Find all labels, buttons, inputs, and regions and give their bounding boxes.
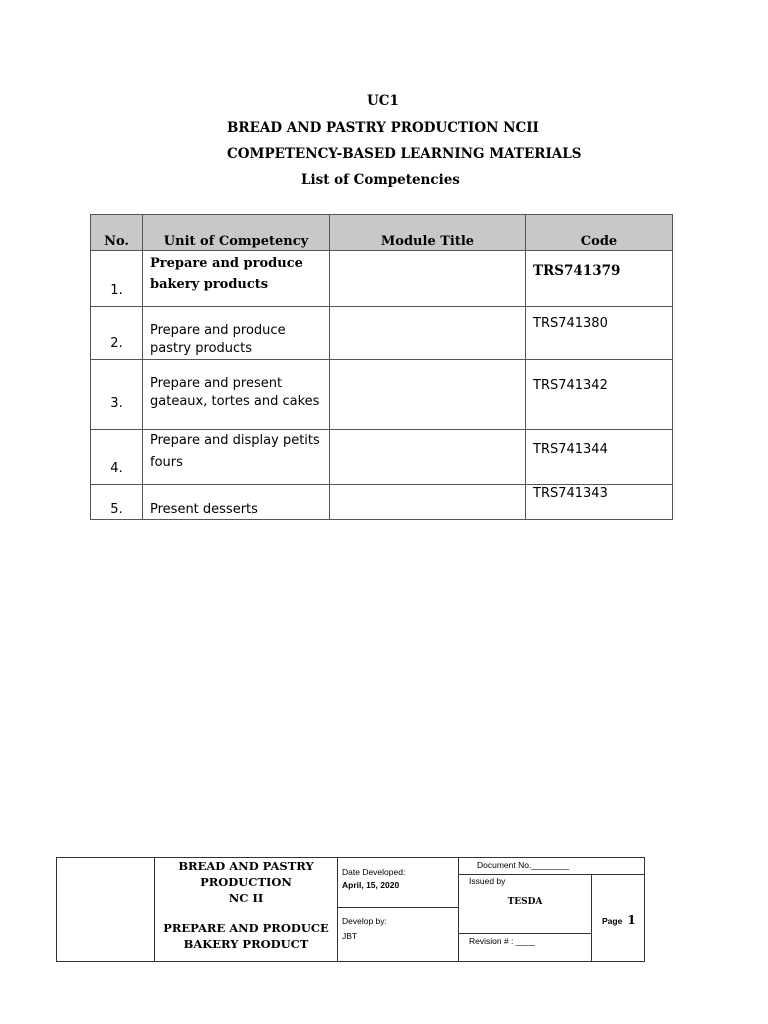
table-row (91, 251, 673, 307)
unit-of-competency: Prepare and produce bakery products (143, 251, 330, 307)
date-developed-label: Date Developed: (342, 867, 406, 877)
competency-code: TRS741380 (526, 307, 673, 360)
module-title (330, 307, 526, 360)
footer-developer-cell (338, 908, 459, 962)
row-number: 2. (91, 307, 143, 360)
column-header-code: Code (526, 215, 673, 251)
module-title (330, 430, 526, 485)
table-header-row (91, 215, 673, 251)
page-number: 1 (627, 912, 636, 927)
footer-module-line1: PREPARE AND PRODUCE (163, 921, 329, 935)
footer-issued-cell (459, 875, 592, 934)
column-header-module: Module Title (330, 215, 526, 251)
competency-code: TRS741343 (526, 485, 673, 520)
footer-date-cell (338, 858, 459, 908)
document-number: Document No.________ (459, 858, 645, 875)
table-row (91, 485, 673, 520)
unit-code-heading: UC1 (367, 93, 399, 109)
develop-by-value: JBT (342, 931, 358, 941)
footer-page-cell (592, 875, 645, 962)
table-row (91, 430, 673, 485)
module-title (330, 485, 526, 520)
document-subtitle: COMPETENCY-BASED LEARNING MATERIALS (227, 146, 582, 162)
issued-by-label: Issued by (469, 876, 506, 886)
column-header-unit: Unit of Competency (143, 215, 330, 251)
competency-code: TRS741344 (526, 430, 673, 485)
revision-number: Revision # : ____ (459, 934, 592, 962)
footer-title-cell (155, 858, 338, 962)
document-title: BREAD AND PASTRY PRODUCTION NCII (227, 120, 539, 136)
unit-of-competency: Prepare and display petits fours (143, 430, 330, 485)
footer-qualification-line2: PRODUCTION (200, 875, 292, 889)
table-row (91, 307, 673, 360)
table-row (91, 360, 673, 430)
row-number: 5. (91, 485, 143, 520)
row-number: 4. (91, 430, 143, 485)
unit-of-competency: Prepare and produce pastry products (143, 307, 330, 360)
competency-code: TRS741342 (526, 360, 673, 430)
footer-qualification-line3: NC II (228, 891, 264, 905)
unit-of-competency: Present desserts (143, 485, 330, 520)
competency-table (90, 214, 673, 520)
unit-of-competency: Prepare and present gateaux, tortes and cakes (143, 360, 330, 430)
develop-by-label: Develop by: (342, 916, 387, 926)
footer-logo-cell (57, 858, 155, 962)
date-developed-value: April, 15, 2020 (342, 880, 400, 890)
list-title: List of Competencies (301, 172, 460, 188)
column-header-no: No. (91, 215, 143, 251)
footer-qualification-line1: BREAD AND PASTRY (178, 859, 314, 873)
module-title (330, 251, 526, 307)
footer-module-line2: BAKERY PRODUCT (183, 937, 309, 951)
page-label: Page (602, 915, 623, 926)
row-number: 1. (91, 251, 143, 307)
competency-code: TRS741379 (526, 251, 673, 307)
document-footer (56, 857, 645, 962)
module-title (330, 360, 526, 430)
issued-by-value: TESDA (507, 897, 543, 907)
row-number: 3. (91, 360, 143, 430)
